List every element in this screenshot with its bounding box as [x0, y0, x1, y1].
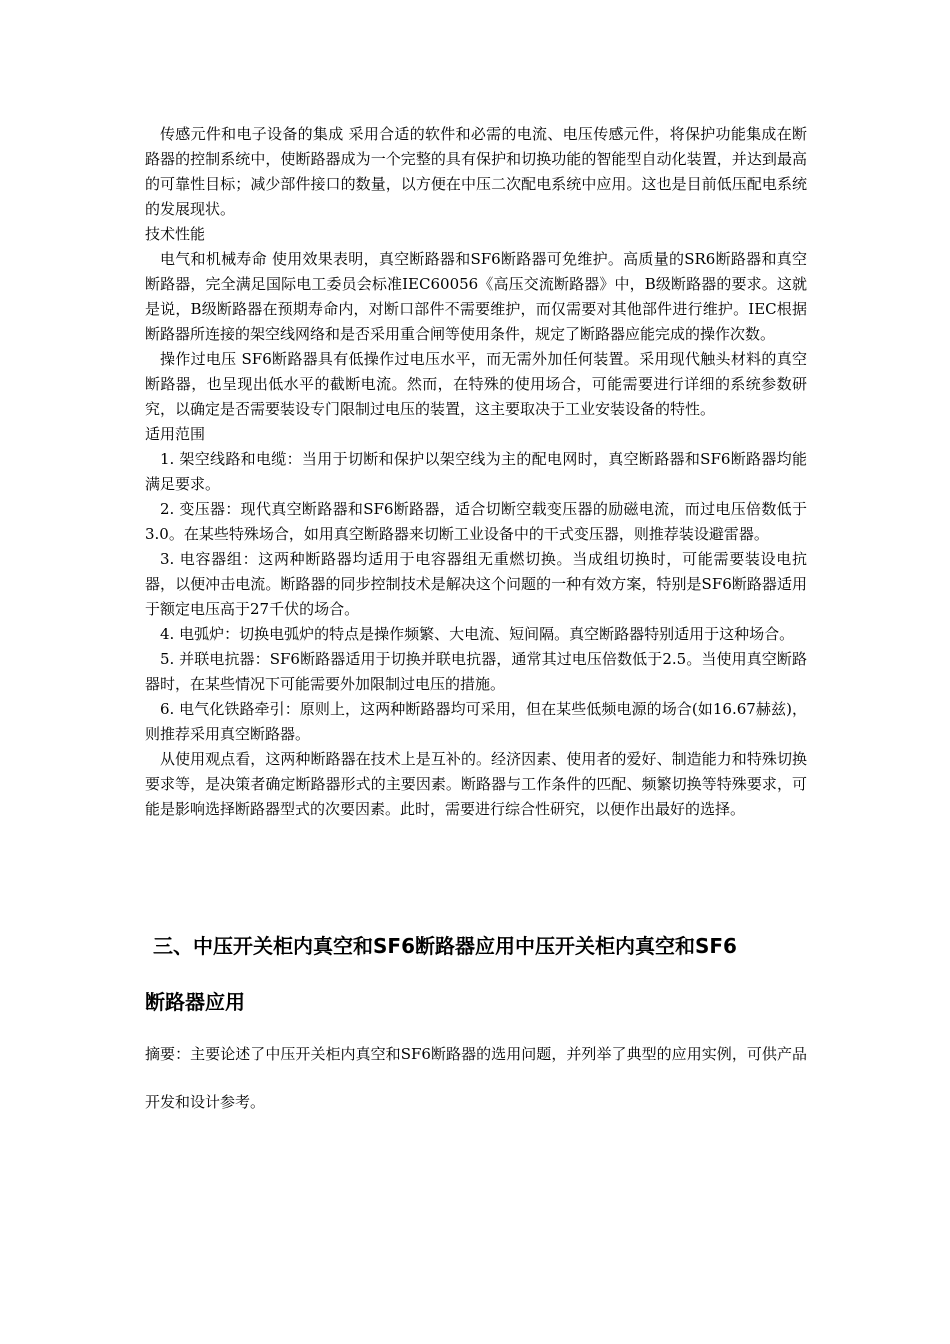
subheading-technical-performance: 技术性能 [145, 225, 206, 243]
document-page [145, 122, 807, 1126]
section-title-line-1: 三、中压开关柜内真空和SF6断路器应用中压开关柜内真空和SF6 [153, 934, 737, 958]
paragraph-switching-overvoltage: 操作过电压 SF6断路器具有低操作过电压水平，而无需外加任何装置。采用现代触头材料的真空断路器，也呈现出低水平的截断电流。然而，在特殊的使用场合，可能需要进行详细的系统参数研究，以确定是否需要装设专门限制过电压的装置，这主要取决于工业安装设备的特性。 [145, 350, 807, 418]
paragraph-electrical-mechanical-life: 电气和机械寿命 使用效果表明，真空断路器和SF6断路器可免维护。高质量的SR6断路器和真空断路器，完全满足国际电工委员会标准IEC60056《高压交流断路器》中，B级断路器的要求。这就是说，B级断路器在预期寿命内，对断口部件不需要维护，而仅需要对其他部件进行维护。IEC根据断路器所连接的架空线网络和是否采用重合闸等使用条件，规定了断路器应能完成的操作次数。 [145, 250, 807, 343]
spacer [145, 822, 807, 918]
list-item: 3. 电容器组：这两种断路器均适用于电容器组无重燃切换。当成组切换时，可能需要装设电抗器，以便冲击电流。断路器的同步控制技术是解决这个问题的一种有效方案，特别是SF6断路器适用于额定电压高于27千伏的场合。 [145, 550, 807, 618]
subheading-application-scope: 适用范围 [145, 425, 206, 443]
paragraph-integration: 传感元件和电子设备的集成 采用合适的软件和必需的电流、电压传感元件，将保护功能集成在断路器的控制系统中，使断路器成为一个完整的具有保护和切换功能的智能型自动化装置，并达到最高的可靠性目标；减少部件接口的数量，以方便在中压二次配电系统中应用。这也是目前低压配电系统的发展现状。 [145, 125, 807, 218]
list-item: 1. 架空线路和电缆：当用于切断和保护以架空线为主的配电网时，真空断路器和SF6断路器均能满足要求。 [145, 450, 807, 493]
section-title-line-2: 断路器应用 [145, 990, 245, 1014]
list-item: 6. 电气化铁路牵引：原则上，这两种断路器均可采用，但在某些低频电源的场合(如16.67赫兹)，则推荐采用真空断路器。 [145, 700, 807, 743]
paragraph-conclusion: 从使用观点看，这两种断路器在技术上是互补的。经济因素、使用者的爱好、制造能力和特殊切换要求等，是决策者确定断路器形式的主要因素。断路器与工作条件的匹配、频繁切换等特殊要求，可能是影响选择断路器型式的次要因素。此时，需要进行综合性研究，以便作出最好的选择。 [145, 750, 807, 818]
list-item: 2. 变压器：现代真空断路器和SF6断路器，适合切断空载变压器的励磁电流，而过电压倍数低于3.0。在某些特殊场合，如用真空断路器来切断工业设备中的干式变压器，则推荐装设避雷器。 [145, 500, 807, 543]
list-item: 5. 并联电抗器：SF6断路器适用于切换并联电抗器，通常其过电压倍数低于2.5。当使用真空断路器时，在某些情况下可能需要外加限制过电压的措施。 [145, 650, 807, 693]
abstract-paragraph: 摘要：主要论述了中压开关柜内真空和SF6断路器的选用问题，并列举了典型的应用实例，可供产品开发和设计参考。 [145, 1045, 807, 1111]
list-item: 4. 电弧炉：切换电弧炉的特点是操作频繁、大电流、短间隔。真空断路器特别适用于这种场合。 [160, 625, 795, 643]
